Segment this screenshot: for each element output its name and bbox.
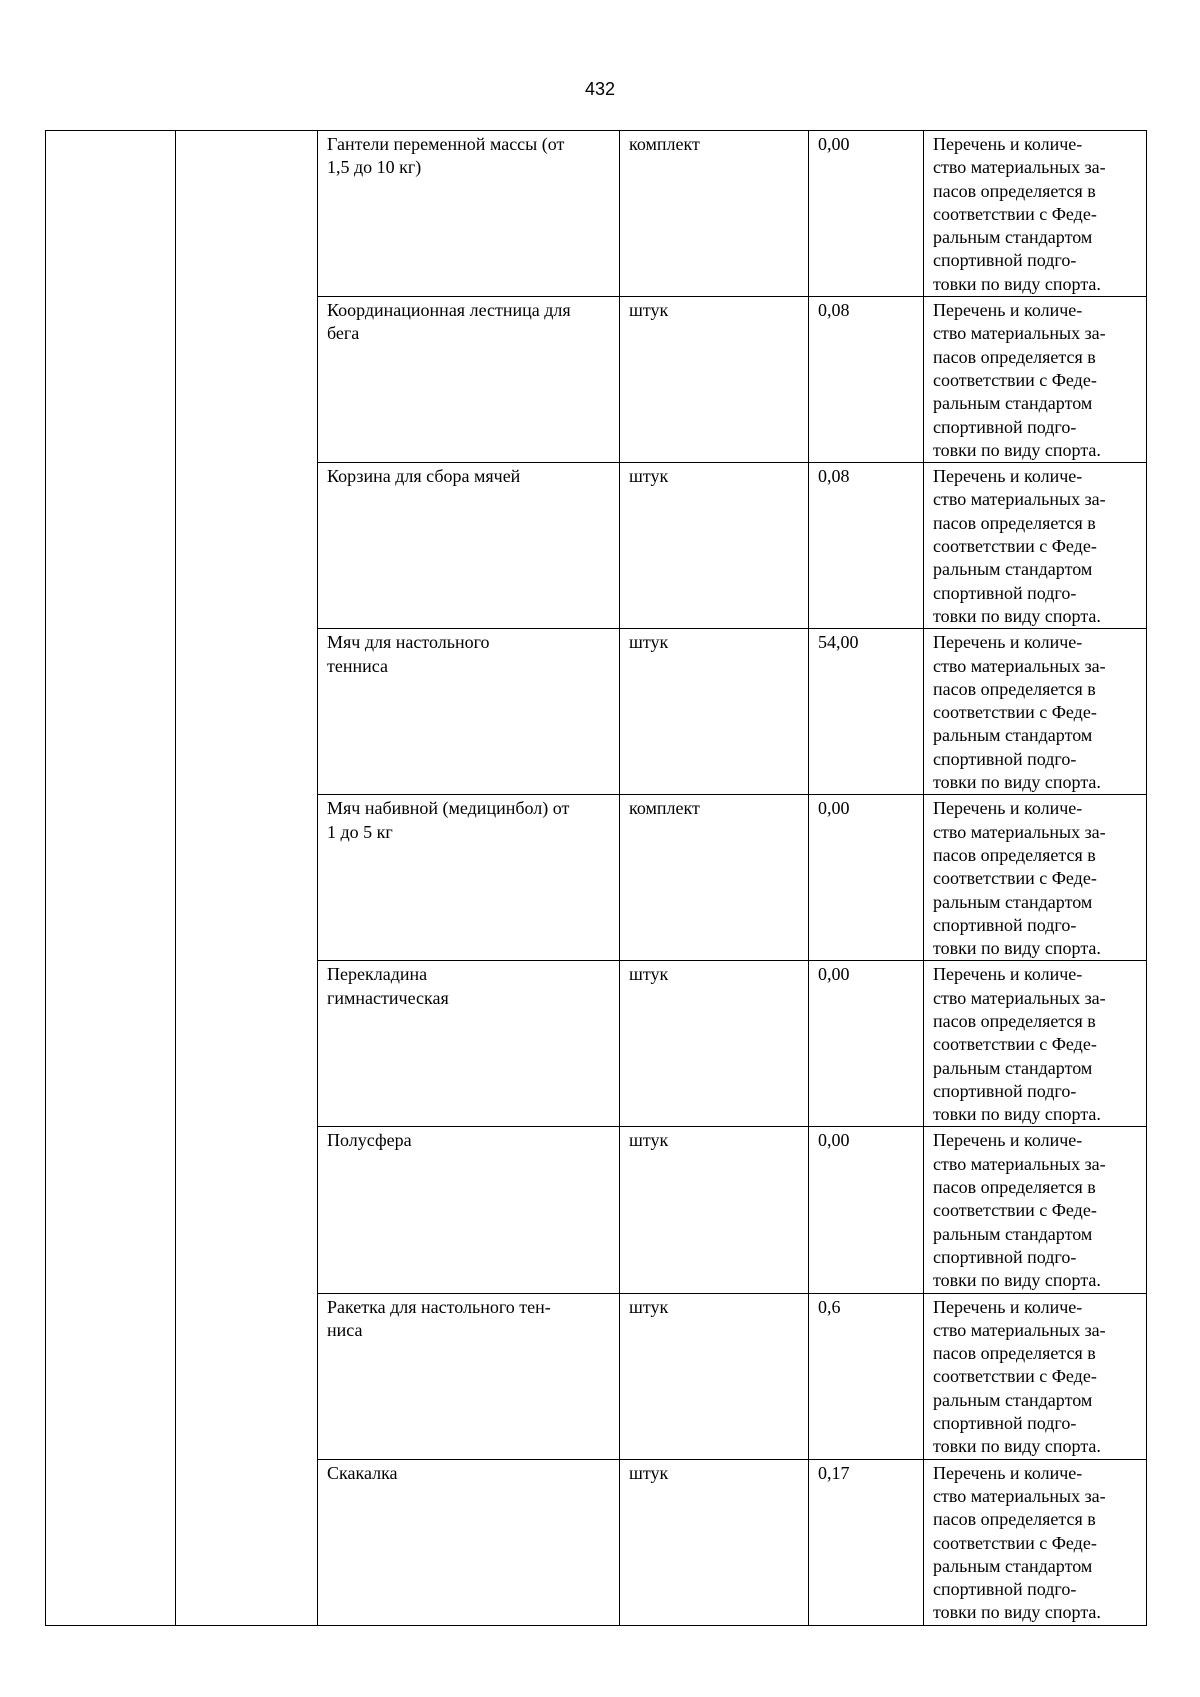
note-cell: [924, 131, 1147, 297]
item-name-cell: [318, 629, 620, 795]
unit-cell: [620, 1459, 809, 1625]
item-name-cell: [318, 131, 620, 297]
unit-cell: [620, 961, 809, 1127]
quantity-cell: [809, 1127, 924, 1293]
item-name: Полусфера: [327, 1130, 412, 1151]
note-cell: [924, 1459, 1147, 1625]
quantity: 54,00: [818, 632, 859, 653]
note: Перечень и количе- ство материальных за- пасов определяется в соответствии с Феде- ральным стандартом спортивной подго- товки по виду спорта.: [933, 632, 1106, 793]
quantity: 0,00: [818, 964, 850, 985]
quantity: 0,00: [818, 134, 850, 154]
quantity: 0,00: [818, 798, 850, 819]
quantity: 0,17: [818, 1462, 850, 1483]
item-name: Ракетка для настольного тен- ниса: [327, 1296, 551, 1340]
quantity: 0,00: [818, 1130, 850, 1151]
item-name: Скакалка: [327, 1462, 398, 1483]
quantity: 0,08: [818, 466, 850, 487]
item-name-cell: [318, 463, 620, 629]
item-name: Гантели переменной массы (от 1,5 до 10 кг): [327, 134, 565, 178]
unit-of-measure: штук: [629, 632, 669, 653]
quantity-cell: [809, 1293, 924, 1459]
quantity-cell: [809, 463, 924, 629]
subsection-cell: [176, 131, 318, 1626]
unit-cell: [620, 297, 809, 463]
item-name-cell: [318, 1459, 620, 1625]
note: Перечень и количе- ство материальных за- пасов определяется в соответствии с Феде- ральным стандартом спортивной подго- товки по виду спорта.: [933, 798, 1106, 959]
quantity-cell: [809, 961, 924, 1127]
unit-of-measure: штук: [629, 466, 669, 487]
item-name-cell: [318, 1127, 620, 1293]
unit-of-measure: штук: [629, 1130, 669, 1151]
note: Перечень и количе- ство материальных за- пасов определяется в соответствии с Феде- ральным стандартом спортивной подго- товки по виду спорта.: [933, 134, 1106, 294]
quantity-cell: [809, 629, 924, 795]
item-name-cell: [318, 297, 620, 463]
note-cell: [924, 1293, 1147, 1459]
quantity-cell: [809, 1459, 924, 1625]
table-row: [46, 131, 1147, 297]
item-name-cell: [318, 1293, 620, 1459]
item-name: Координационная лестница для бега: [327, 300, 571, 344]
unit-of-measure: штук: [629, 300, 669, 321]
unit-of-measure: комплект: [629, 798, 700, 819]
unit-cell: [620, 131, 809, 297]
unit-cell: [620, 1127, 809, 1293]
note: Перечень и количе- ство материальных за- пасов определяется в соответствии с Феде- ральным стандартом спортивной подго- товки по виду спорта.: [933, 964, 1106, 1125]
note: Перечень и количе- ство материальных за- пасов определяется в соответствии с Феде- ральным стандартом спортивной подго- товки по виду спорта.: [933, 1462, 1106, 1623]
item-name: Перекладина гимнастическая: [327, 964, 449, 1008]
note: Перечень и количе- ство материальных за- пасов определяется в соответствии с Феде- ральным стандартом спортивной подго- товки по виду спорта.: [933, 300, 1106, 460]
section-cell: [46, 131, 176, 1626]
quantity-cell: [809, 131, 924, 297]
quantity: 0,08: [818, 300, 850, 321]
note-cell: [924, 961, 1147, 1127]
item-name: Мяч набивной (медицинбол) от 1 до 5 кг: [327, 798, 570, 842]
page-number: 432: [584, 79, 616, 99]
quantity: 0,6: [818, 1296, 841, 1317]
note: Перечень и количе- ство материальных за- пасов определяется в соответствии с Феде- ральным стандартом спортивной подго- товки по виду спорта.: [933, 466, 1106, 626]
note-cell: [924, 795, 1147, 961]
note-cell: [924, 297, 1147, 463]
item-name-cell: [318, 795, 620, 961]
equipment-table: [45, 130, 1147, 1626]
unit-of-measure: штук: [629, 964, 669, 985]
note-cell: [924, 629, 1147, 795]
quantity-cell: [809, 795, 924, 961]
unit-cell: [620, 795, 809, 961]
unit-of-measure: штук: [629, 1296, 669, 1317]
unit-cell: [620, 463, 809, 629]
note-cell: [924, 1127, 1147, 1293]
note: Перечень и количе- ство материальных за- пасов определяется в соответствии с Феде- ральным стандартом спортивной подго- товки по виду спорта.: [933, 1296, 1106, 1457]
item-name: Мяч для настольного тенниса: [327, 632, 490, 676]
unit-of-measure: штук: [629, 1462, 669, 1483]
note-cell: [924, 463, 1147, 629]
quantity-cell: [809, 297, 924, 463]
item-name: Корзина для сбора мячей: [327, 466, 521, 487]
unit-cell: [620, 1293, 809, 1459]
item-name-cell: [318, 961, 620, 1127]
unit-cell: [620, 629, 809, 795]
note: Перечень и количе- ство материальных за- пасов определяется в соответствии с Феде- ральным стандартом спортивной подго- товки по виду спорта.: [933, 1130, 1106, 1291]
unit-of-measure: комплект: [629, 134, 700, 154]
